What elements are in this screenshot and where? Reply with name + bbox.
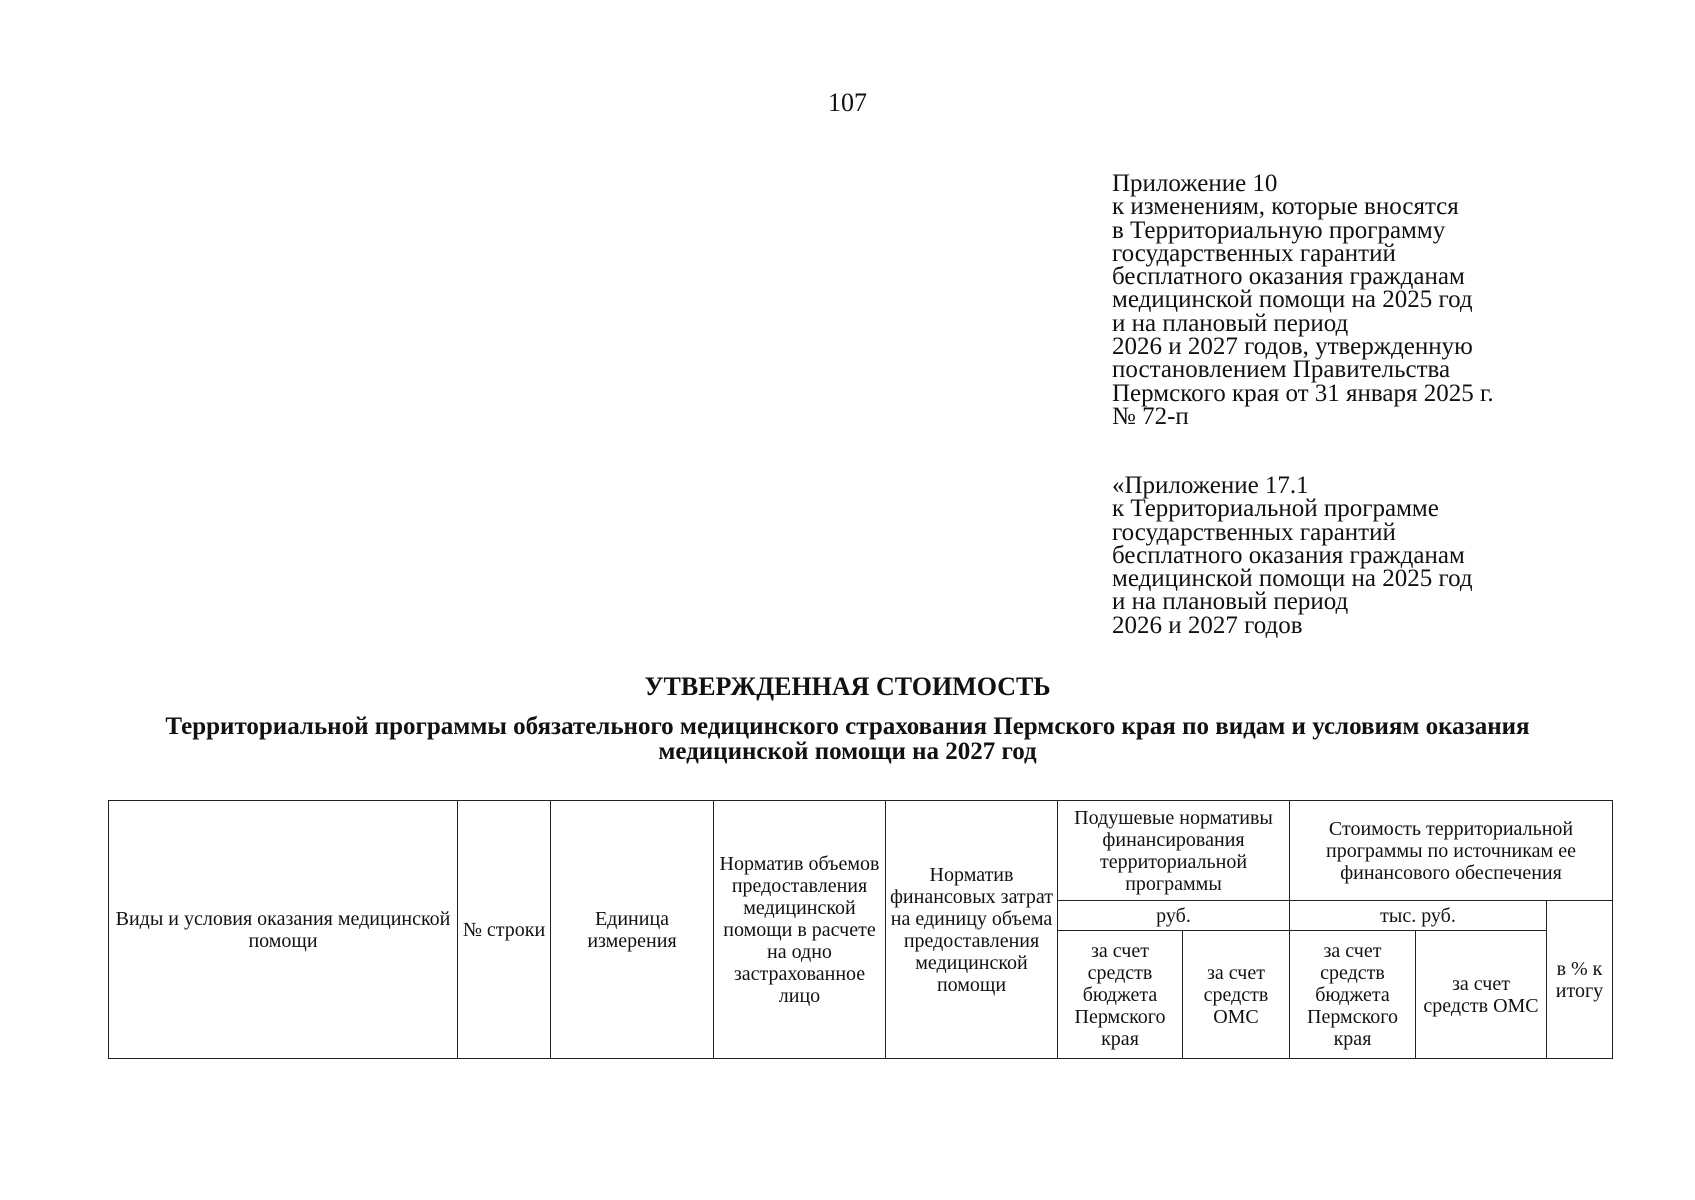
- appendix-17-1-line: 2026 и 2027 годов: [1112, 611, 1303, 639]
- header-unit-thousand-rub: тыс. руб.: [1290, 901, 1547, 931]
- appendix-10-line: в Территориальную программу: [1112, 216, 1446, 244]
- appendix-10-line: № 72-п: [1112, 402, 1189, 430]
- document-subtitle: Территориальной программы обязательного медицинского страхования Пермского края по видам и условиям оказания медицинской помощи на 2027 год: [165, 713, 1530, 765]
- appendix-10-line: государственных гарантий: [1112, 239, 1396, 267]
- header-percent-total: в % к итогу: [1547, 901, 1613, 1059]
- appendix-17-1-line: медицинской помощи на 2025 год: [1112, 565, 1473, 593]
- appendix-10-line: и на плановый период: [1112, 309, 1349, 337]
- appendix-10-line: медицинской помощи на 2025 год: [1112, 286, 1473, 314]
- header-per-capita-group: Подушевые нормативы финансирования территориальной программы: [1058, 801, 1290, 901]
- header-budget-cost: за счет средств бюджета Пермского края: [1290, 931, 1416, 1059]
- header-oms-cost: за счет средств ОМС: [1416, 931, 1547, 1059]
- appendix-10-line: к изменениям, которые вносятся: [1112, 193, 1459, 221]
- appendix-10-line: 2026 и 2027 годов, утвержденную: [1112, 333, 1473, 361]
- appendix-10-header: [1112, 172, 1494, 428]
- appendix-17-1-line: «Приложение 17.1: [1112, 472, 1309, 499]
- appendix-10-line: бесплатного оказания гражданам: [1112, 263, 1465, 291]
- appendix-17-1-line: бесплатного оказания гражданам: [1112, 541, 1465, 569]
- header-unit-rub: руб.: [1058, 901, 1290, 931]
- appendix-17-1-line: и на плановый период: [1112, 588, 1349, 616]
- appendix-17-1-header: [1112, 474, 1473, 637]
- header-cost-norm: Норматив финансовых затрат на единицу объема предоставления медицинской помощи: [886, 801, 1058, 1059]
- appendix-10-line: Приложение 10: [1112, 170, 1278, 197]
- header-program-cost-group: Стоимость территориальной программы по источникам ее финансового обеспечения: [1290, 801, 1613, 901]
- page-number: 107: [828, 88, 867, 117]
- header-budget-per-capita: за счет средств бюджета Пермского края: [1058, 931, 1183, 1059]
- header-row-number: № строки: [458, 801, 551, 1059]
- appendix-17-1-line: к Территориальной программе: [1112, 495, 1439, 523]
- document-title: УТВЕРЖДЕННАЯ СТОИМОСТЬ: [644, 672, 1051, 701]
- header-unit: Единица измерения: [551, 801, 714, 1059]
- header-oms-per-capita: за счет средств ОМС: [1183, 931, 1290, 1059]
- appendix-10-line: постановлением Правительства: [1112, 356, 1451, 384]
- appendix-17-1-line: государственных гарантий: [1112, 518, 1396, 546]
- header-types: Виды и условия оказания медицинской помощи: [109, 801, 458, 1059]
- header-volume-norm: Норматив объемов предоставления медицинской помощи в расчете на одно застрахованное лицо: [714, 801, 886, 1059]
- cost-table: [108, 800, 1613, 1059]
- appendix-10-line: Пермского края от 31 января 2025 г.: [1112, 379, 1494, 407]
